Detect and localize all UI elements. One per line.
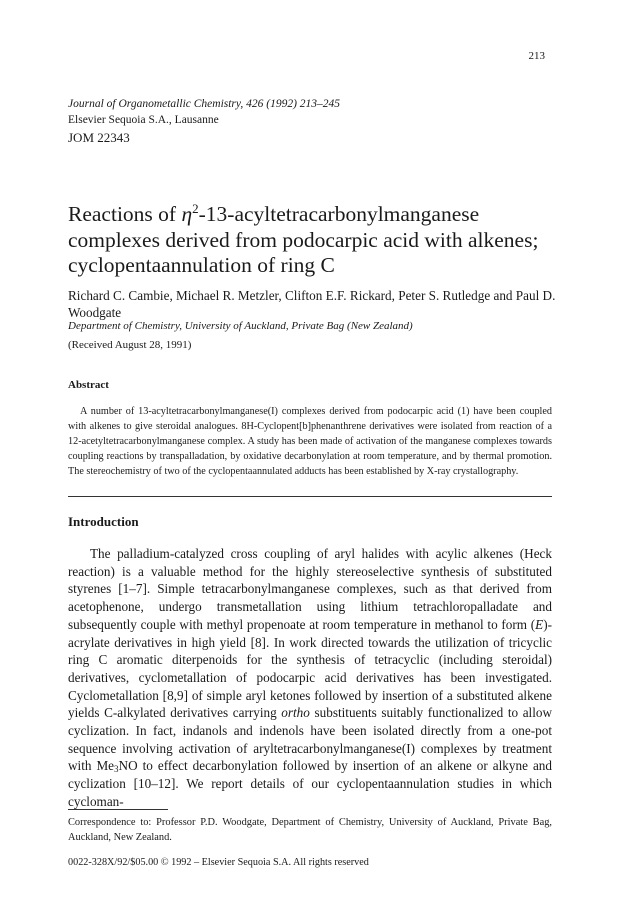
page-number: 213: [528, 50, 545, 62]
intro-text-segment: substituents suitably functionalized to allow cyclization. In fact, indanols and indenols have been isolated directly from a one-pot sequence involving activation of aryltetracarbonylmanganese(I) complexes by treatment with Me: [68, 705, 552, 774]
abstract-text: A number of 13-acyltetracarbonylmanganese(I) complexes derived from podocarpic acid (1) have been coupled with alkenes to give steroidal analogues. 8H-Cyclopent[b]phenanthrene derivatives were isolated from reaction of a 12-acetyltetracarbonylmanganese complex. A study has been made of activation of the manganese complexes towards coupling reactions by transpalladation, by oxidative decarbonylation at room temperature, and by thermal promotion. The stereochemistry of two of the cyclopentaannulated adducts has been established by X-ray crystallography.: [68, 406, 552, 477]
intro-text-segment: )-acrylate derivatives in high yield [8]. In work directed towards the utilization of tricyclic ring C aromatic diterpenoids for the synthesis of tetracyclic (including steroidal) derivatives, cyclometallation of podocarpic acid derivatives has been investigated. Cyclometallation [8,9] of simple aryl ketones followed by insertion of a substituted alkene yields C-alkylated derivatives carrying: [68, 616, 552, 721]
journal-masthead: [68, 97, 340, 146]
intro-text-segment: The palladium-catalyzed cross coupling of aryl halides with acylic alkenes (Heck reaction) is a valuable method for the highly stereoselective synthesis of substituted styrenes [1–7]. Simple tetracarbonylmanganese complexes, such as that derived from acetophenone, undergo transmetallation using lithium tetrachloropalladate and subsequently couple with methyl propenoate at room temperature in methanol to form (: [68, 546, 552, 632]
title-superscript: 2: [192, 201, 199, 217]
title-eta-symbol: η: [181, 202, 193, 227]
publisher-line: Elsevier Sequoia S.A., Lausanne: [68, 113, 219, 126]
abstract-heading: Abstract: [68, 379, 109, 391]
abstract-divider: [68, 496, 552, 497]
intro-subscript: 3: [114, 764, 119, 775]
introduction-heading: Introduction: [68, 514, 139, 529]
title-rest: -13-acyltetracarbonylmanganese complexes derived from podocarpic acid with alkenes; cyclopentaannulation of ring C: [68, 202, 539, 278]
received-date: (Received August 28, 1991): [68, 339, 192, 351]
copyright-line: 0022-328X/92/$05.00 © 1992 – Elsevier Sequoia S.A. All rights reserved: [68, 857, 369, 868]
intro-italic-ortho: ortho: [281, 705, 310, 721]
footnote-divider: [68, 809, 168, 810]
title-prefix: Reactions of: [68, 202, 182, 227]
intro-text-segment: NO to effect decarbonylation followed by insertion of an alkene or alkyne and cyclization [10–12]. We report details of our cyclopentaannulation studies in which cycloman-: [68, 758, 552, 809]
introduction-paragraph: [68, 545, 552, 811]
correspondence-footnote: Correspondence to: Professor P.D. Woodgate, Department of Chemistry, University of Auckland, Private Bag, Auckland, New Zealand.: [68, 817, 552, 843]
author-list: Richard C. Cambie, Michael R. Metzler, Clifton E.F. Rickard, Peter S. Rutledge and Paul D. Woodgate: [68, 288, 556, 320]
intro-italic-e: E: [535, 616, 544, 632]
journal-citation: Journal of Organometallic Chemistry, 426 (1992) 213–245: [68, 98, 341, 110]
article-title: [68, 202, 568, 279]
affiliation: Department of Chemistry, University of Auckland, Private Bag (New Zealand): [68, 320, 413, 332]
jom-code: JOM 22343: [68, 130, 130, 145]
